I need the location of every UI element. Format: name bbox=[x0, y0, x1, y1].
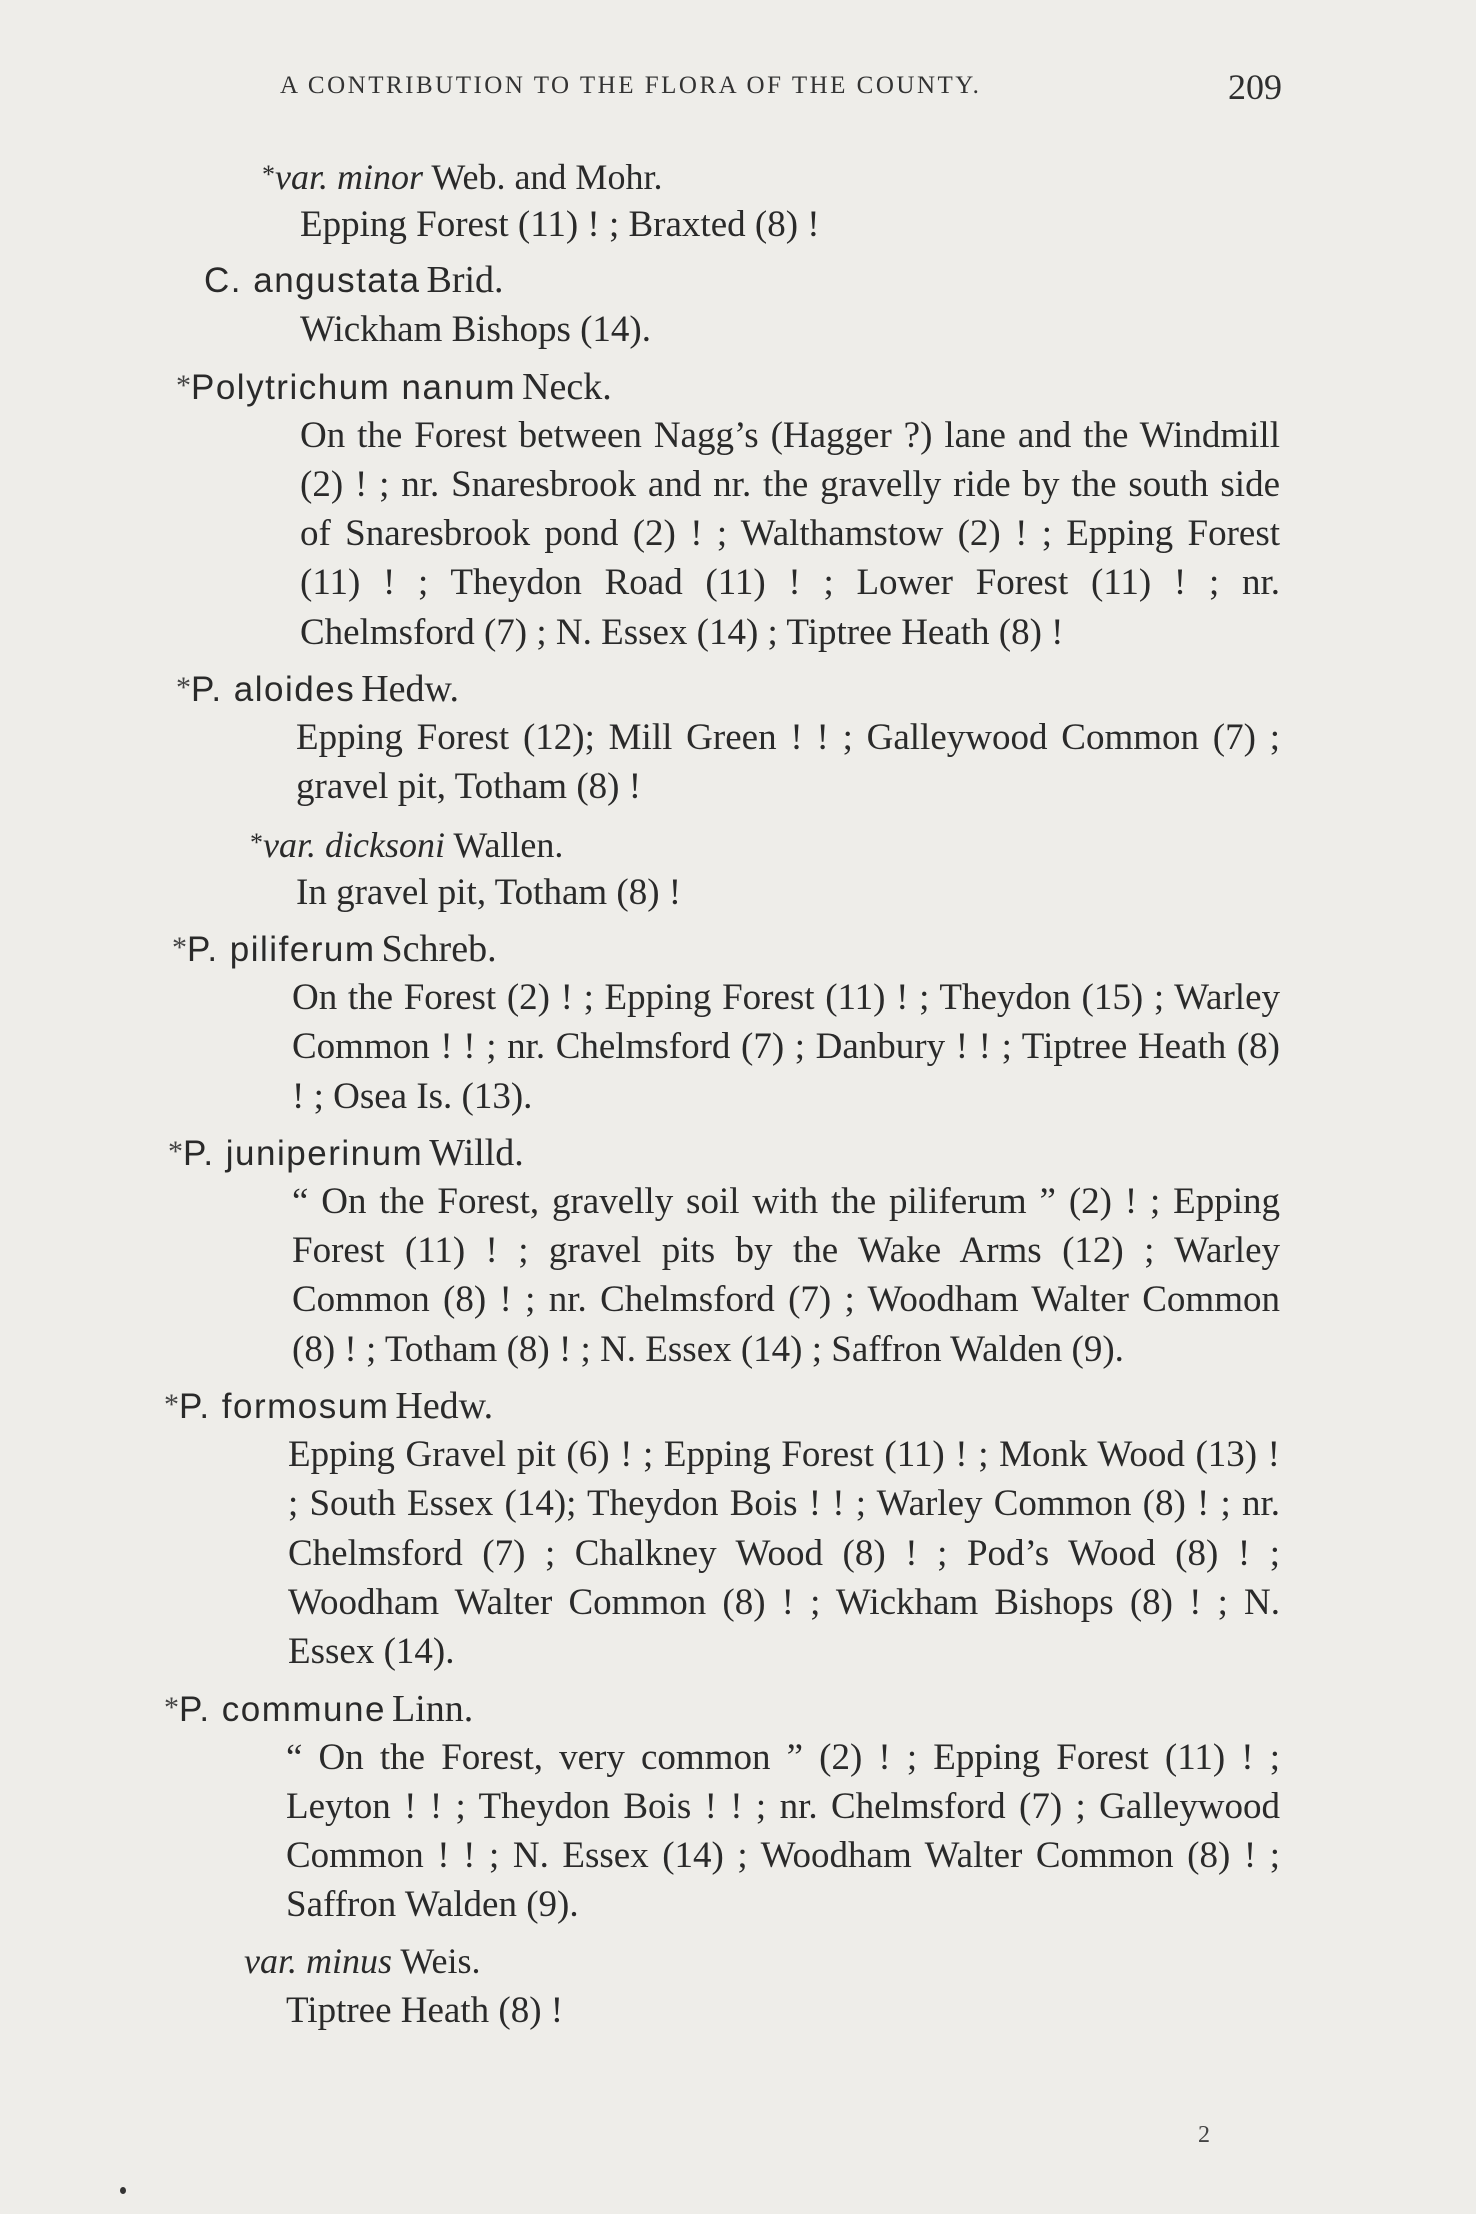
species-name: Polytrichum nanum bbox=[191, 367, 517, 407]
species-name: C. angustata bbox=[204, 261, 421, 301]
species-author: Neck. bbox=[522, 365, 612, 408]
species-name: P. piliferum bbox=[187, 929, 376, 969]
flora-entries bbox=[0, 150, 1476, 2041]
variety-heading bbox=[262, 150, 1476, 200]
locality-record: In gravel pit, Totham (8) ! bbox=[296, 871, 682, 913]
variety-name: minor bbox=[337, 157, 424, 197]
locality-record: Epping Forest (12); Mill Green ! ! ; Galleywood Common (7) ; gravel pit, Totham (8) ! bbox=[296, 717, 1280, 808]
variety-name: dicksoni bbox=[325, 824, 445, 865]
new-record-asterisk: * bbox=[164, 1690, 179, 1724]
species-name: P. aloides bbox=[191, 670, 356, 710]
new-record-asterisk: * bbox=[176, 671, 191, 705]
running-title: A CONTRIBUTION TO THE FLORA OF THE COUNTY. bbox=[280, 72, 982, 99]
species-name: P. commune bbox=[179, 1689, 386, 1729]
locality-record: Wickham Bishops (14). bbox=[300, 309, 651, 351]
species-author: Brid. bbox=[426, 259, 504, 302]
species-name: P. formosum bbox=[179, 1387, 390, 1427]
species-heading bbox=[172, 923, 1476, 973]
species-author: Willd. bbox=[429, 1131, 524, 1174]
ink-speck bbox=[120, 2187, 126, 2194]
species-author: Hedw. bbox=[361, 668, 459, 711]
species-heading bbox=[176, 361, 1476, 411]
variety-name: minus bbox=[306, 1940, 393, 1981]
new-record-asterisk: * bbox=[250, 827, 263, 857]
species-heading bbox=[176, 663, 1476, 713]
new-record-asterisk: * bbox=[172, 930, 187, 964]
variety-author: Web. and Mohr. bbox=[431, 157, 663, 197]
variety-heading bbox=[250, 818, 1476, 868]
variety-author: Wallen. bbox=[453, 824, 564, 865]
locality-record: Tiptree Heath (8) ! bbox=[286, 1989, 564, 2031]
new-record-asterisk: * bbox=[176, 368, 191, 402]
species-author: Schreb. bbox=[381, 927, 497, 970]
signature-mark: 2 bbox=[1198, 2122, 1210, 2148]
variety-author: Weis. bbox=[400, 1940, 481, 1981]
new-record-asterisk: * bbox=[164, 1388, 179, 1422]
variety-label: var. bbox=[263, 824, 316, 865]
locality-record: “ On the Forest, very common ” (2) ! ; Epping Forest (11) ! ; Leyton ! ! ; Theydon Bois ! ! ; nr. Chelmsford (7) ; Galleywood Common ! ! ; N. Essex (14) ; Woodham Walter Common (8) ! ; Saffron Walden (9). bbox=[286, 1736, 1280, 1926]
locality-record: “ On the Forest, gravelly soil with the piliferum ” (2) ! ; Epping Forest (11) ! ; gravel pits by the Wake Arms (12) ; Warley Common (8) ! ; nr. Chelmsford (7) ; Woodham Walter Common (8) ! ; Totham (8) ! ; N. Essex (14) ; Saffron Walden (9). bbox=[292, 1180, 1280, 1370]
locality-record: On the Forest (2) ! ; Epping Forest (11) ! ; Theydon (15) ; Warley Common ! ! ; nr. Chelmsford (7) ; Danbury ! ! ; Tiptree Heath (8) ! ; Osea Is. (13). bbox=[292, 976, 1280, 1117]
species-heading bbox=[168, 1127, 1476, 1177]
species-heading bbox=[204, 255, 1476, 305]
species-name: P. juniperinum bbox=[183, 1133, 424, 1173]
species-author: Hedw. bbox=[395, 1385, 494, 1428]
new-record-asterisk: * bbox=[168, 1134, 183, 1168]
locality-record: Epping Forest (11) ! ; Braxted (8) ! bbox=[300, 204, 820, 245]
species-author: Linn. bbox=[391, 1687, 474, 1730]
locality-record: On the Forest between Nagg’s (Hagger ?) lane and the Windmill (2) ! ; nr. Snaresbrook and nr. the gravelly ride by the south side of Snaresbrook pond (2) ! ; Walthamstow (2) ! ; Epping Forest (11) ! ; Theydon Road (11) ! ; Lower Forest (11) ! ; nr. Chelmsford (7) ; N. Essex (14) ; Tiptree Heath (8) ! bbox=[300, 414, 1280, 653]
page-number: 209 bbox=[1228, 67, 1282, 107]
variety-label: var. bbox=[244, 1940, 297, 1981]
new-record-asterisk: * bbox=[262, 160, 275, 189]
variety-label: var. bbox=[275, 157, 328, 197]
species-heading bbox=[164, 1380, 1476, 1430]
variety-heading bbox=[244, 1936, 1476, 1986]
locality-record: Epping Gravel pit (6) ! ; Epping Forest (11) ! ; Monk Wood (13) ! ; South Essex (14); Theydon Bois ! ! ; Warley Common (8) ! ; nr. Chelmsford (7) ; Chalkney Wood (8) ! ; Pod’s Wood (8) ! ; Woodham Walter Common (8) ! ; Wickham Bishops (8) ! ; N. Essex (14). bbox=[288, 1434, 1280, 1673]
species-heading bbox=[164, 1683, 1476, 1733]
